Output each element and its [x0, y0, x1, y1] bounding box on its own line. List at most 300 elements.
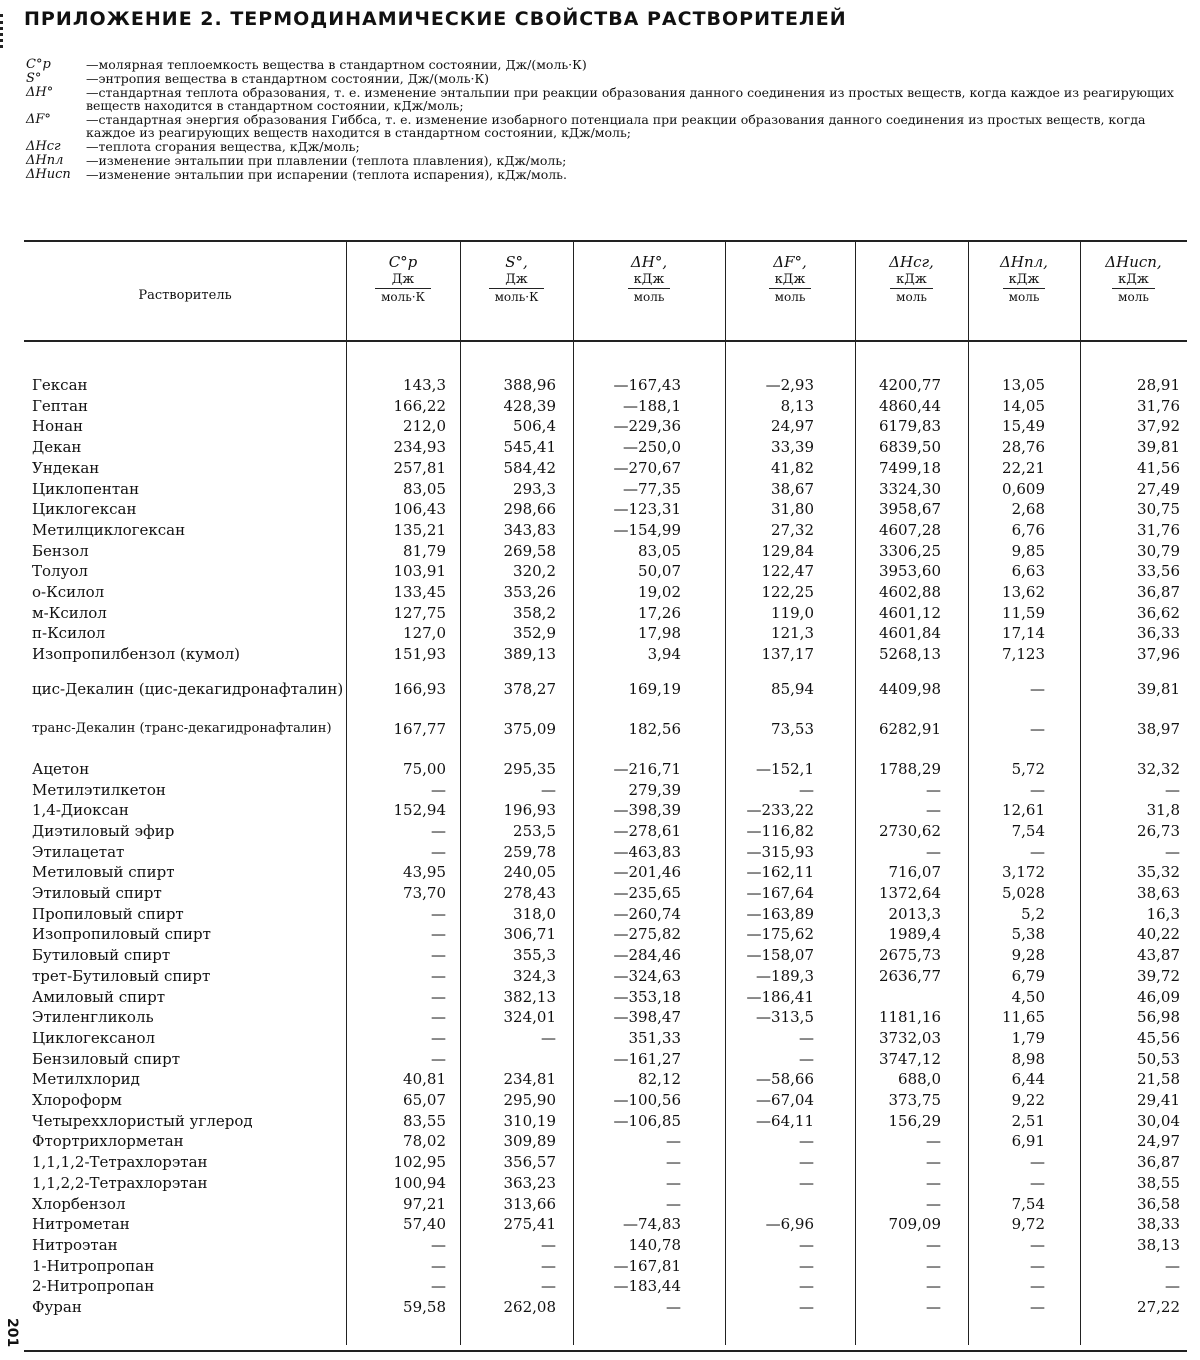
- value-cell: —: [799, 1173, 814, 1192]
- value-cell: 257,81: [393, 458, 446, 477]
- value-cell: 716,07: [888, 863, 941, 882]
- header-unit-numerator: Дж: [375, 272, 431, 289]
- value-cell: —: [431, 1235, 446, 1254]
- value-cell: 5,028: [1002, 884, 1045, 902]
- value-cell: 5,72: [1011, 759, 1045, 778]
- value-cell: 97,21: [403, 1194, 446, 1213]
- value-cell: —: [666, 1298, 681, 1316]
- value-cell: 83,05: [403, 479, 446, 498]
- header-symbol: S°,: [505, 253, 528, 271]
- value-cell: 85,94: [771, 679, 814, 698]
- table-header-rule: [24, 340, 1187, 342]
- legend-symbol: ΔHсг: [26, 139, 61, 154]
- header-symbol: ΔF°,: [773, 253, 807, 271]
- value-cell: 40,81: [403, 1070, 446, 1089]
- value-cell: 2013,3: [888, 904, 941, 923]
- value-cell: 122,47: [761, 562, 814, 581]
- value-cell: 9,72: [1011, 1215, 1045, 1234]
- value-cell: 688,0: [898, 1070, 941, 1089]
- value-cell: —: [666, 1132, 681, 1151]
- value-cell: 295,35: [503, 759, 556, 778]
- value-cell: 156,29: [888, 1111, 941, 1130]
- value-cell: 4409,98: [878, 679, 941, 698]
- value-cell: —: [431, 1256, 446, 1275]
- value-cell: 353,26: [503, 583, 556, 601]
- table-row: [24, 842, 1187, 862]
- value-cell: 166,93: [393, 679, 446, 698]
- value-cell: —58,66: [756, 1070, 814, 1089]
- value-cell: 38,55: [1137, 1173, 1180, 1192]
- table-row: [24, 759, 1187, 779]
- value-cell: —186,41: [746, 987, 814, 1006]
- page-title: ПРИЛОЖЕНИЕ 2. ТЕРМОДИНАМИЧЕСКИЕ СВОЙСТВА РАСТВОРИТЕЛЕЙ: [24, 8, 847, 30]
- value-cell: —201,46: [613, 863, 681, 882]
- value-cell: 6179,83: [878, 417, 941, 436]
- solvent-name: Четыреххлористый углерод: [32, 1111, 253, 1130]
- header-unit-denominator: моль: [1118, 290, 1149, 304]
- value-cell: —: [799, 1235, 814, 1254]
- value-cell: —158,07: [746, 946, 814, 965]
- value-cell: 269,58: [503, 541, 556, 560]
- solvent-name: Гексан: [32, 376, 88, 394]
- header-solvent: Растворитель: [138, 288, 232, 303]
- value-cell: 11,59: [1002, 603, 1045, 622]
- table-row: [24, 945, 1187, 965]
- value-cell: —: [926, 842, 941, 861]
- value-cell: 33,39: [771, 438, 814, 457]
- value-cell: 5,38: [1011, 925, 1045, 944]
- value-cell: —: [1030, 1173, 1045, 1192]
- value-cell: 5,2: [1021, 904, 1045, 923]
- value-cell: —152,1: [756, 759, 814, 778]
- table-row: [24, 924, 1187, 944]
- value-cell: 355,3: [513, 946, 556, 965]
- value-cell: —: [1030, 780, 1045, 799]
- value-cell: 389,13: [503, 645, 556, 664]
- value-cell: 59,58: [403, 1298, 446, 1316]
- value-cell: —: [926, 1194, 941, 1213]
- value-cell: 166,22: [393, 396, 446, 415]
- value-cell: 182,56: [628, 719, 681, 738]
- value-cell: 50,07: [638, 562, 681, 581]
- value-cell: 27,49: [1137, 479, 1180, 498]
- header-symbol: ΔH°,: [630, 253, 668, 271]
- value-cell: 3732,03: [878, 1028, 941, 1047]
- table-row: [24, 800, 1187, 820]
- value-cell: —: [1030, 842, 1045, 861]
- value-cell: 43,95: [403, 863, 446, 882]
- table-row: [24, 499, 1187, 519]
- value-cell: —278,61: [613, 821, 681, 840]
- value-cell: 2730,62: [878, 821, 941, 840]
- value-cell: 259,78: [503, 842, 556, 861]
- value-cell: —233,22: [746, 801, 814, 820]
- value-cell: —: [431, 1028, 446, 1047]
- value-cell: —100,56: [613, 1091, 681, 1109]
- value-cell: 356,57: [503, 1153, 556, 1172]
- table-row: [24, 541, 1187, 561]
- value-cell: 6,79: [1011, 966, 1045, 985]
- legend-item: [26, 154, 1186, 167]
- value-cell: 352,9: [513, 624, 556, 643]
- value-cell: 378,27: [503, 679, 556, 698]
- value-cell: —74,83: [623, 1215, 681, 1234]
- value-cell: —: [926, 1235, 941, 1254]
- value-cell: 9,85: [1011, 541, 1045, 560]
- value-cell: 1989,4: [888, 925, 941, 944]
- legend-symbol: ΔHисп: [26, 167, 71, 182]
- value-cell: —: [799, 1049, 814, 1068]
- value-cell: —161,27: [613, 1049, 681, 1068]
- header-column: [460, 254, 573, 306]
- value-cell: —: [431, 842, 446, 861]
- value-cell: 320,2: [513, 562, 556, 581]
- value-cell: —167,81: [613, 1256, 681, 1275]
- value-cell: 38,13: [1137, 1235, 1180, 1254]
- table-row: [24, 603, 1187, 623]
- value-cell: —: [799, 1028, 814, 1047]
- value-cell: —6,96: [765, 1215, 814, 1234]
- value-cell: 1,79: [1011, 1028, 1045, 1047]
- value-cell: —: [1030, 1298, 1045, 1316]
- value-cell: 11,65: [1002, 1008, 1045, 1027]
- value-cell: 234,93: [393, 438, 446, 457]
- value-cell: —260,74: [613, 904, 681, 923]
- value-cell: —77,35: [623, 479, 681, 498]
- value-cell: —353,18: [613, 987, 681, 1006]
- value-cell: 15,49: [1002, 417, 1045, 436]
- value-cell: 50,53: [1137, 1049, 1180, 1068]
- value-cell: —: [431, 925, 446, 944]
- legend-text: —молярная теплоемкость вещества в стандартном состоянии, Дж/(моль·К): [86, 57, 587, 72]
- solvent-name: м-Ксилол: [32, 603, 107, 622]
- value-cell: —270,67: [613, 458, 681, 477]
- value-cell: 343,83: [503, 520, 556, 539]
- solvent-name: Нонан: [32, 417, 84, 436]
- value-cell: 31,76: [1137, 396, 1180, 415]
- value-cell: 45,56: [1137, 1028, 1180, 1047]
- value-cell: 38,97: [1137, 719, 1180, 738]
- table-row: [24, 966, 1187, 986]
- value-cell: 6,91: [1011, 1132, 1045, 1151]
- value-cell: 6,76: [1011, 520, 1045, 539]
- value-cell: 17,98: [638, 624, 681, 643]
- value-cell: 2675,73: [878, 946, 941, 965]
- value-cell: 39,81: [1137, 438, 1180, 457]
- legend-symbol: S°: [26, 71, 42, 86]
- value-cell: 38,33: [1137, 1215, 1180, 1234]
- value-cell: 6282,91: [878, 719, 941, 738]
- value-cell: 358,2: [513, 603, 556, 622]
- value-cell: —189,3: [756, 966, 814, 985]
- value-cell: 16,3: [1146, 904, 1180, 923]
- value-cell: 388,96: [503, 376, 556, 394]
- value-cell: 27,22: [1137, 1298, 1180, 1316]
- value-cell: 82,12: [638, 1070, 681, 1089]
- value-cell: —324,63: [613, 966, 681, 985]
- value-cell: —: [666, 1173, 681, 1192]
- value-cell: 30,79: [1137, 541, 1180, 560]
- value-cell: —229,36: [613, 417, 681, 436]
- margin-dots: [0, 14, 7, 48]
- solvent-name: Нитроэтан: [32, 1235, 118, 1254]
- value-cell: 196,93: [503, 801, 556, 820]
- table-row: [24, 375, 1187, 395]
- value-cell: 37,92: [1137, 417, 1180, 436]
- legend-text: —энтропия вещества в стандартном состоянии, Дж/(моль·К): [86, 71, 490, 86]
- value-cell: 6,44: [1011, 1070, 1045, 1089]
- legend-item: [26, 86, 1186, 112]
- solvent-name: Метилэтилкетон: [32, 780, 166, 799]
- header-column: [855, 254, 968, 306]
- value-cell: 73,70: [403, 884, 446, 902]
- header-unit-denominator: моль: [1008, 290, 1040, 304]
- value-cell: 234,81: [503, 1070, 556, 1089]
- table-row: [24, 1173, 1187, 1193]
- value-cell: 65,07: [403, 1091, 446, 1109]
- table-row: [24, 1111, 1187, 1131]
- solvent-name: Циклопентан: [32, 479, 140, 498]
- table-row: [24, 582, 1187, 602]
- solvent-name: о-Ксилол: [32, 583, 105, 601]
- value-cell: 41,56: [1137, 458, 1180, 477]
- value-cell: 310,19: [503, 1111, 556, 1130]
- table-row: [24, 821, 1187, 841]
- value-cell: 363,23: [503, 1173, 556, 1192]
- value-cell: —: [799, 1153, 814, 1172]
- value-cell: 100,94: [393, 1173, 446, 1192]
- value-cell: 3324,30: [878, 479, 941, 498]
- value-cell: 27,32: [771, 520, 814, 539]
- value-cell: 31,80: [771, 500, 814, 519]
- value-cell: 37,96: [1137, 645, 1180, 664]
- value-cell: 78,02: [403, 1132, 446, 1151]
- value-cell: 12,61: [1002, 801, 1045, 820]
- solvent-name: 1,1,2,2-Тетрахлорэтан: [32, 1173, 208, 1192]
- value-cell: 81,79: [403, 541, 446, 560]
- value-cell: 545,41: [503, 438, 556, 457]
- value-cell: 83,05: [638, 541, 681, 560]
- legend-item: [26, 58, 1186, 71]
- value-cell: 140,78: [628, 1235, 681, 1254]
- value-cell: 28,76: [1002, 438, 1045, 457]
- header-symbol: C°p: [388, 253, 418, 271]
- value-cell: 46,09: [1137, 987, 1180, 1006]
- value-cell: —398,39: [613, 801, 681, 820]
- value-cell: —: [431, 1008, 446, 1027]
- legend-item: [26, 113, 1186, 139]
- value-cell: 167,77: [393, 719, 446, 738]
- value-cell: 306,71: [503, 925, 556, 944]
- page-number: 201: [4, 1318, 20, 1348]
- value-cell: —106,85: [613, 1111, 681, 1130]
- solvent-name: Ацетон: [32, 759, 90, 778]
- value-cell: 2636,77: [878, 966, 941, 985]
- value-cell: —: [541, 1256, 556, 1275]
- solvent-name: Этиленгликоль: [32, 1008, 154, 1027]
- table-row: [24, 1131, 1187, 1151]
- table-row: [24, 862, 1187, 882]
- value-cell: —: [1030, 1235, 1045, 1254]
- header-unit-denominator: моль·К: [494, 290, 539, 304]
- value-cell: 32,32: [1137, 759, 1180, 778]
- value-cell: 2,68: [1011, 500, 1045, 519]
- value-cell: 29,41: [1137, 1091, 1180, 1109]
- legend-text: —теплота сгорания вещества, кДж/моль;: [86, 139, 360, 154]
- solvent-name: Бутиловый спирт: [32, 946, 171, 965]
- value-cell: 1788,29: [878, 759, 941, 778]
- legend-item: [26, 140, 1186, 153]
- value-cell: 24,97: [1137, 1132, 1180, 1151]
- value-cell: 40,22: [1137, 925, 1180, 944]
- table-row: [24, 1069, 1187, 1089]
- solvent-name: Фуран: [32, 1298, 82, 1316]
- table-row: [24, 623, 1187, 643]
- value-cell: 102,95: [393, 1153, 446, 1172]
- bottom-rule: [24, 1350, 1187, 1352]
- solvent-name: Метилхлорид: [32, 1070, 140, 1089]
- solvent-name: Изопропилбензол (кумол): [32, 645, 240, 664]
- value-cell: 19,02: [638, 583, 681, 601]
- value-cell: 8,13: [780, 396, 814, 415]
- value-cell: 5268,13: [878, 645, 941, 664]
- value-cell: 3,172: [1002, 863, 1045, 882]
- value-cell: 3953,60: [878, 562, 941, 581]
- legend-symbol: ΔH°: [26, 85, 54, 100]
- solvent-name: Метиловый спирт: [32, 863, 175, 882]
- legend-symbol: ΔF°: [26, 112, 51, 127]
- value-cell: —: [431, 904, 446, 923]
- value-cell: —463,83: [613, 842, 681, 861]
- value-cell: 298,66: [503, 500, 556, 519]
- value-cell: 1372,64: [878, 884, 941, 902]
- table-row: [24, 479, 1187, 499]
- header-unit-numerator: Дж: [489, 272, 545, 289]
- header-symbol: ΔHпл,: [1000, 253, 1048, 271]
- legend-text: —стандартная теплота образования, т. е. изменение энтальпии при реакции образования данного соединения из простых веществ, когда каждое из реагирующих веществ находится в стандартном состоянии, кДж/моль;: [86, 85, 1174, 113]
- value-cell: 584,42: [503, 458, 556, 477]
- table-row: [24, 644, 1187, 664]
- header-unit-numerator: кДж: [890, 272, 933, 289]
- value-cell: —: [1165, 1256, 1180, 1275]
- value-cell: 318,0: [513, 904, 556, 923]
- table-row: [24, 1194, 1187, 1214]
- value-cell: 24,97: [771, 417, 814, 436]
- legend-text: —стандартная энергия образования Гиббса, т. е. изменение изобарного потенциала при реакции образования данного соединения из простых веществ, когда каждое из реагирующих веществ находится в стандартном состоянии, кДж/моль;: [86, 112, 1146, 140]
- value-cell: 135,21: [393, 520, 446, 539]
- header-unit-numerator: кДж: [1003, 272, 1046, 289]
- value-cell: 313,66: [503, 1194, 556, 1213]
- header-column: [573, 254, 725, 306]
- value-cell: —116,82: [746, 821, 814, 840]
- value-cell: 324,3: [513, 966, 556, 985]
- value-cell: 709,09: [888, 1215, 941, 1234]
- value-cell: —: [1030, 1153, 1045, 1172]
- value-cell: 3306,25: [878, 541, 941, 560]
- solvent-name: Ундекан: [32, 458, 100, 477]
- value-cell: 36,58: [1137, 1194, 1180, 1213]
- value-cell: —315,93: [746, 842, 814, 861]
- value-cell: 143,3: [403, 376, 446, 394]
- table-row: [24, 396, 1187, 416]
- table-row: [24, 1152, 1187, 1172]
- header-unit-numerator: кДж: [1112, 272, 1155, 289]
- table-row: [24, 1214, 1187, 1234]
- value-cell: —: [799, 780, 814, 799]
- table-row: [24, 1007, 1187, 1027]
- value-cell: 212,0: [403, 417, 446, 436]
- value-cell: —313,5: [756, 1008, 814, 1027]
- value-cell: 7,54: [1011, 821, 1045, 840]
- value-cell: —: [1165, 1277, 1180, 1296]
- value-cell: —163,89: [746, 904, 814, 923]
- header-column: [968, 254, 1080, 306]
- value-cell: 309,89: [503, 1132, 556, 1151]
- legend-text: —изменение энтальпии при плавлении (теплота плавления), кДж/моль;: [86, 153, 567, 168]
- value-cell: 36,33: [1137, 624, 1180, 643]
- value-cell: 73,53: [771, 719, 814, 738]
- value-cell: 38,63: [1137, 884, 1180, 902]
- value-cell: —: [1030, 719, 1045, 738]
- legend-item: [26, 72, 1186, 85]
- value-cell: 31,76: [1137, 520, 1180, 539]
- value-cell: 13,05: [1002, 376, 1045, 394]
- solvent-name: Изопропиловый спирт: [32, 925, 211, 944]
- value-cell: —: [431, 1049, 446, 1068]
- value-cell: 169,19: [628, 679, 681, 698]
- value-cell: 6,63: [1011, 562, 1045, 581]
- header-column: [1080, 254, 1187, 306]
- value-cell: —: [926, 1153, 941, 1172]
- solvent-name: Циклогексан: [32, 500, 137, 519]
- solvent-name: 2-Нитропропан: [32, 1277, 155, 1296]
- table-row: [24, 1090, 1187, 1110]
- legend-text: —изменение энтальпии при испарении (теплота испарения), кДж/моль.: [86, 167, 567, 182]
- value-cell: —: [926, 801, 941, 820]
- solvent-name: Нитрометан: [32, 1215, 130, 1234]
- solvent-name: Фтортрихлорметан: [32, 1132, 184, 1151]
- value-cell: 293,3: [513, 479, 556, 498]
- value-cell: —: [431, 780, 446, 799]
- value-cell: —: [431, 821, 446, 840]
- value-cell: 121,3: [771, 624, 814, 643]
- table-row: [24, 883, 1187, 903]
- value-cell: —284,46: [613, 946, 681, 965]
- table-row: [24, 458, 1187, 478]
- value-cell: 4,50: [1011, 987, 1045, 1006]
- value-cell: 428,39: [503, 396, 556, 415]
- legend: [26, 58, 1186, 182]
- value-cell: 278,43: [503, 884, 556, 902]
- value-cell: 36,62: [1137, 603, 1180, 622]
- value-cell: 295,90: [503, 1091, 556, 1109]
- value-cell: —: [926, 1132, 941, 1151]
- solvent-name: Бензиловый спирт: [32, 1049, 181, 1068]
- value-cell: —67,04: [756, 1091, 814, 1109]
- table-row: [24, 719, 1187, 739]
- table-top-rule: [24, 240, 1187, 242]
- value-cell: —: [1030, 1277, 1045, 1296]
- header-column: [725, 254, 855, 306]
- value-cell: 31,8: [1146, 801, 1180, 820]
- value-cell: 17,26: [638, 603, 681, 622]
- value-cell: 41,82: [771, 458, 814, 477]
- value-cell: 3958,67: [878, 500, 941, 519]
- value-cell: —167,43: [613, 376, 681, 394]
- value-cell: 103,91: [393, 562, 446, 581]
- value-cell: 106,43: [393, 500, 446, 519]
- value-cell: —: [926, 1256, 941, 1275]
